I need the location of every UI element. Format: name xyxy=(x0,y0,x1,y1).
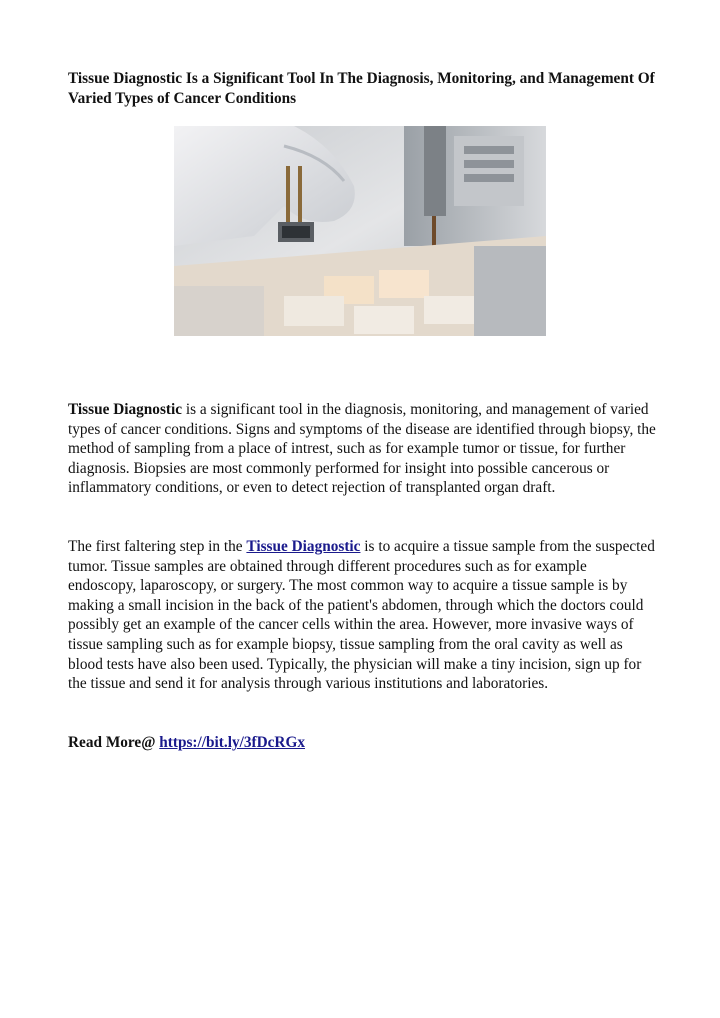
read-more-link[interactable]: https://bit.ly/3fDcRGx xyxy=(159,734,306,751)
procedure-paragraph xyxy=(68,537,658,694)
lab-photo-illustration xyxy=(174,126,546,336)
intro-lead-term: Tissue Diagnostic xyxy=(68,401,183,418)
lab-photo xyxy=(174,126,546,336)
read-more-line xyxy=(68,733,658,753)
document-title: Tissue Diagnostic Is a Significant Tool In The Diagnosis, Monitoring, and Management Of Varied Types of Cancer Conditions xyxy=(68,70,655,107)
procedure-text-before: The first faltering step in the xyxy=(68,538,247,555)
intro-paragraph xyxy=(68,400,658,498)
intro-body-text: is a significant tool in the diagnosis, monitoring, and management of varied types of cancer conditions. Signs and symptoms of the disease are identified through biopsy, the method of sampling from a place of intrest, such as for example tumor or tissue, for further diagnosis. Biopsies are most commonly performed for insight into possible cancerous or inflammatory conditions, or even to detect rejection of transplanted organ draft. xyxy=(68,401,656,497)
read-more-label: Read More@ xyxy=(68,734,160,751)
tissue-diagnostic-link[interactable]: Tissue Diagnostic xyxy=(246,538,361,555)
procedure-text-after: is to acquire a tissue sample from the suspected tumor. Tissue samples are obtained through different procedures such as for example endoscopy, laparoscopy, or surgery. The most common way to acquire a tissue sample is by making a small incision in the back of the patient's abdomen, through which the doctors could possibly get an example of the cancer cells within the area. However, more invasive ways of tissue sampling such as for example biopsy, tissue sampling from the oral cavity as well as blood tests have also been used. Typically, the physician will make a tiny incision, sign up for the tissue and send it for analysis through various institutions and laboratories. xyxy=(68,538,655,693)
